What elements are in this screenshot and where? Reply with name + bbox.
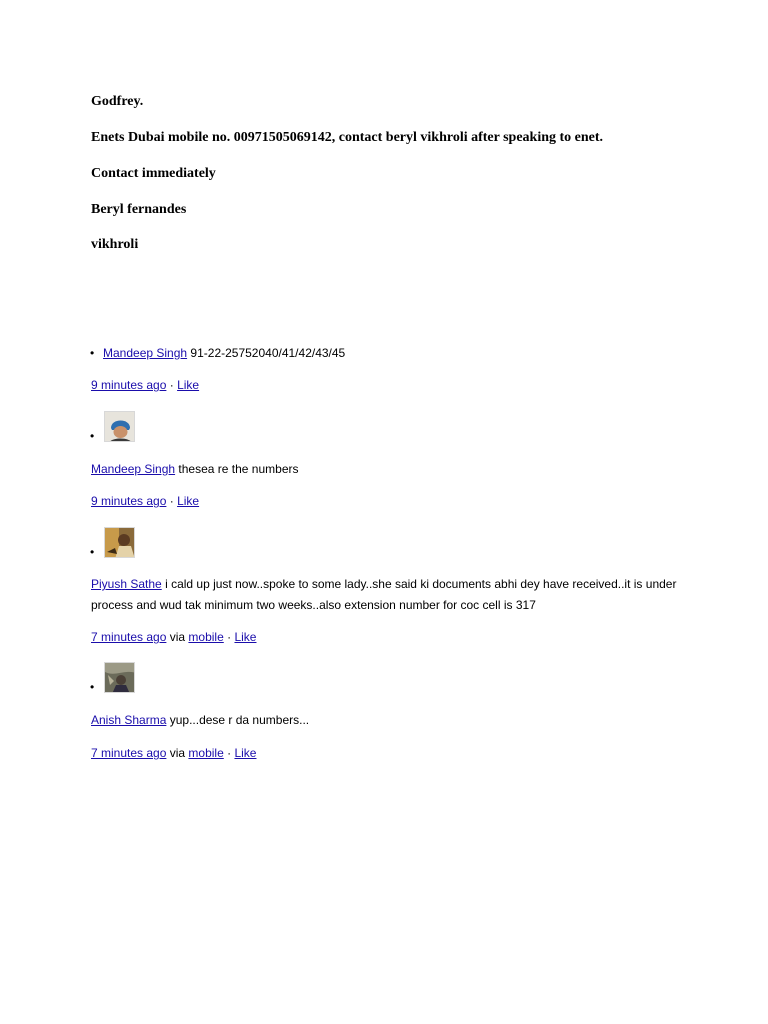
note-line-2: Enets Dubai mobile no. 00971505069142, contact beryl vikhroli after speaking to enet. [91,130,604,145]
comment-3-body [91,574,681,616]
comment-4-via-mobile-link[interactable]: mobile [188,746,224,760]
comment-3-author-link[interactable]: Piyush Sathe [91,577,162,591]
avatar-turban-icon[interactable] [104,411,135,442]
comment-1-author-link[interactable]: Mandeep Singh [103,346,188,360]
comment-4-like-link[interactable]: Like [234,746,257,760]
comment-3-like-link[interactable]: Like [234,630,257,644]
comment-4-body [91,713,309,727]
comment-1-text: 91-22-25752040/41/42/43/45 [190,346,346,360]
comment-3-text: i cald up just now..spoke to some lady..she said ki documents abhi dey have received..it is under process and wud tak minimum two weeks..also extension number for coc cell is 317 [91,577,677,612]
comment-2-body [91,462,299,476]
list-bullet: • [90,346,95,360]
comment-2-time-link[interactable]: 9 minutes ago [91,494,167,508]
note-line-1: Godfrey. [91,94,144,109]
comment-4-author-link[interactable]: Anish Sharma [91,713,167,727]
comment-1-body [103,346,345,360]
note-line-5: vikhroli [91,237,139,252]
comment-3-via-label: via [169,630,186,644]
comment-3-meta [91,630,256,644]
list-bullet: • [90,545,95,559]
comment-2-text: thesea re the numbers [178,462,299,476]
note-line-3: Contact immediately [91,166,216,181]
comment-2-meta [91,494,199,508]
comment-1-time-link[interactable]: 9 minutes ago [91,378,167,392]
meta-separator: · [227,746,232,760]
comment-1-like-link[interactable]: Like [177,378,200,392]
comment-2-author-link[interactable]: Mandeep Singh [91,462,176,476]
comment-2-like-link[interactable]: Like [177,494,200,508]
comment-4-via-label: via [169,746,186,760]
meta-separator: · [227,630,232,644]
list-bullet: • [90,680,95,694]
comment-3-time-link[interactable]: 7 minutes ago [91,630,167,644]
comment-3-via-mobile-link[interactable]: mobile [188,630,224,644]
note-line-4: Beryl fernandes [91,202,187,217]
comment-4-time-link[interactable]: 7 minutes ago [91,746,167,760]
avatar-photo-icon[interactable] [104,527,135,558]
comment-4-text: yup...dese r da numbers... [169,713,310,727]
comment-4-meta [91,746,256,760]
meta-separator: · [169,378,174,392]
avatar-photo-icon[interactable] [104,662,135,693]
list-bullet: • [90,429,95,443]
comment-1-meta [91,378,199,392]
meta-separator: · [169,494,174,508]
